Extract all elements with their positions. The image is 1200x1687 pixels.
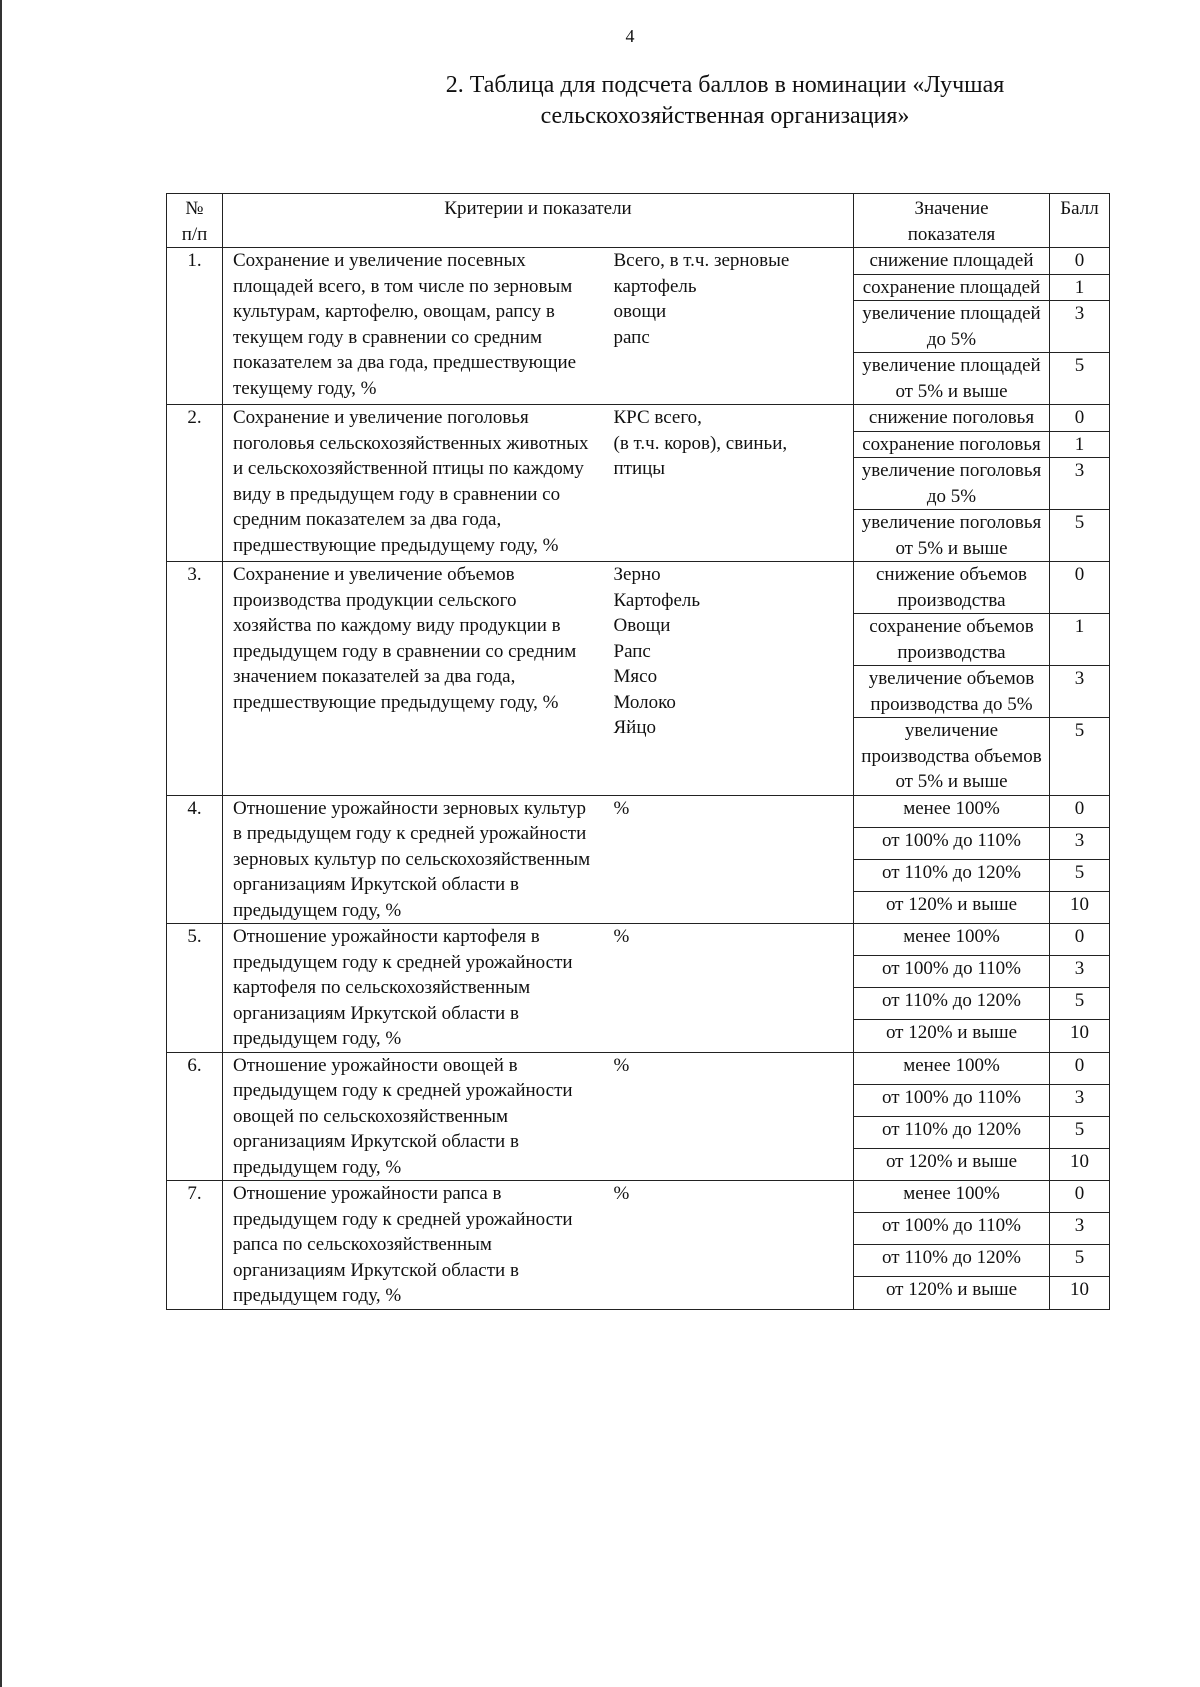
score-value: 0 (1050, 1181, 1110, 1213)
indicator-list: % (610, 795, 854, 924)
table-body (167, 248, 1110, 1310)
table-row (167, 1052, 1110, 1084)
table-row (167, 795, 1110, 827)
header-criteria: Критерии и показатели (223, 194, 854, 248)
indicator-list: % (610, 1052, 854, 1181)
score-value: 1 (1050, 614, 1110, 666)
indicator-list: Всего, в т.ч. зерновые картофель овощи рапс (610, 248, 854, 405)
indicator-value: от 110% до 120% (854, 988, 1050, 1020)
table-header-row (167, 194, 1110, 248)
indicator-value: от 120% и выше (854, 1020, 1050, 1052)
indicator-value: менее 100% (854, 1052, 1050, 1084)
page-number: 4 (625, 26, 635, 46)
score-value: 0 (1050, 1052, 1110, 1084)
header-number: № п/п (167, 194, 223, 248)
score-value: 0 (1050, 562, 1110, 614)
document-title (400, 70, 1050, 132)
header-score: Балл (1050, 194, 1110, 248)
criterion-text: Отношение урожайности овощей в предыдущем году к средней урожайности овощей по сельскохозяйственным организациям Иркутской области в предыдущем году, % (223, 1052, 610, 1181)
score-value: 0 (1050, 924, 1110, 956)
indicator-value: менее 100% (854, 795, 1050, 827)
score-value: 10 (1050, 1277, 1110, 1309)
score-value: 5 (1050, 718, 1110, 796)
score-value: 5 (1050, 1116, 1110, 1148)
indicator-value: снижение площадей (854, 248, 1050, 275)
score-value: 5 (1050, 1245, 1110, 1277)
criterion-text: Сохранение и увеличение поголовья поголовья сельскохозяйственных животных и сельскохозяйственной птицы по каждому виду в предыдущем году в сравнении со средним показателем за два года, предшествующие предыдущему году, % (223, 405, 610, 562)
row-number: 6. (167, 1052, 223, 1181)
score-value: 10 (1050, 891, 1110, 923)
indicator-list: % (610, 924, 854, 1053)
score-value: 10 (1050, 1148, 1110, 1180)
indicator-value: сохранение площадей (854, 274, 1050, 301)
indicator-value: от 120% и выше (854, 1148, 1050, 1180)
indicator-list: Зерно Картофель Овощи Рапс Мясо Молоко Яйцо (610, 562, 854, 796)
criterion-text: Отношение урожайности картофеля в предыдущем году к средней урожайности картофеля по сельскохозяйственным организациям Иркутской области в предыдущем году, % (223, 924, 610, 1053)
criterion-text: Сохранение и увеличение посевных площадей всего, в том числе по зерновым культурам, картофелю, овощам, рапсу в текущем году в сравнении со средним показателем за два года, предшествующие текущему году, % (223, 248, 610, 405)
score-value: 10 (1050, 1020, 1110, 1052)
table-row (167, 248, 1110, 275)
indicator-value: от 120% и выше (854, 891, 1050, 923)
indicator-list: % (610, 1181, 854, 1310)
indicator-value: увеличение площадей до 5% (854, 301, 1050, 353)
score-value: 3 (1050, 666, 1110, 718)
table-row (167, 1181, 1110, 1213)
score-value: 3 (1050, 1213, 1110, 1245)
score-value: 3 (1050, 1084, 1110, 1116)
table-row (167, 405, 1110, 432)
indicator-value: менее 100% (854, 924, 1050, 956)
indicator-value: от 110% до 120% (854, 1116, 1050, 1148)
indicator-value: менее 100% (854, 1181, 1050, 1213)
indicator-value: сохранение поголовья (854, 431, 1050, 458)
score-value: 3 (1050, 458, 1110, 510)
score-value: 3 (1050, 956, 1110, 988)
row-number: 7. (167, 1181, 223, 1310)
indicator-value: увеличение площадей от 5% и выше (854, 353, 1050, 405)
criterion-text: Отношение урожайности рапса в предыдущем году к средней урожайности рапса по сельскохозяйственным организациям Иркутской области в предыдущем году, % (223, 1181, 610, 1310)
score-value: 5 (1050, 988, 1110, 1020)
score-value: 5 (1050, 859, 1110, 891)
row-number: 2. (167, 405, 223, 562)
row-number: 4. (167, 795, 223, 924)
score-value: 3 (1050, 301, 1110, 353)
indicator-value: снижение объемов производства (854, 562, 1050, 614)
indicator-value: от 100% до 110% (854, 827, 1050, 859)
score-value: 1 (1050, 431, 1110, 458)
score-value: 5 (1050, 510, 1110, 562)
indicator-value: от 100% до 110% (854, 956, 1050, 988)
table-row (167, 924, 1110, 956)
indicator-list: КРС всего, (в т.ч. коров), свиньи, птицы (610, 405, 854, 562)
header-value: Значение показателя (854, 194, 1050, 248)
indicator-value: от 110% до 120% (854, 859, 1050, 891)
score-value: 3 (1050, 827, 1110, 859)
row-number: 3. (167, 562, 223, 796)
score-value: 0 (1050, 248, 1110, 275)
indicator-value: увеличение поголовья от 5% и выше (854, 510, 1050, 562)
scoring-table (166, 193, 1110, 1310)
row-number: 5. (167, 924, 223, 1053)
indicator-value: снижение поголовья (854, 405, 1050, 432)
table-row (167, 562, 1110, 614)
score-value: 5 (1050, 353, 1110, 405)
indicator-value: от 100% до 110% (854, 1213, 1050, 1245)
indicator-value: от 110% до 120% (854, 1245, 1050, 1277)
criterion-text: Отношение урожайности зерновых культур в предыдущем году к средней урожайности зерновых культур по сельскохозяйственным организациям Иркутской области в предыдущем году, % (223, 795, 610, 924)
criterion-text: Сохранение и увеличение объемов производства продукции сельского хозяйства по каждому виду продукции в предыдущем году в сравнении со средним значением показателей за два года, предшествующие предыдущему году, % (223, 562, 610, 796)
title-line-2: сельскохозяйственная организация» (540, 103, 910, 129)
indicator-value: увеличение производства объемов от 5% и выше (854, 718, 1050, 796)
indicator-value: от 120% и выше (854, 1277, 1050, 1309)
indicator-value: от 100% до 110% (854, 1084, 1050, 1116)
score-value: 0 (1050, 405, 1110, 432)
title-line-1: 2. Таблица для подсчета баллов в номинации «Лучшая (445, 72, 1005, 98)
score-value: 1 (1050, 274, 1110, 301)
score-value: 0 (1050, 795, 1110, 827)
scan-edge-line (0, 0, 2, 1687)
indicator-value: увеличение поголовья до 5% (854, 458, 1050, 510)
indicator-value: сохранение объемов производства (854, 614, 1050, 666)
indicator-value: увеличение объемов производства до 5% (854, 666, 1050, 718)
row-number: 1. (167, 248, 223, 405)
